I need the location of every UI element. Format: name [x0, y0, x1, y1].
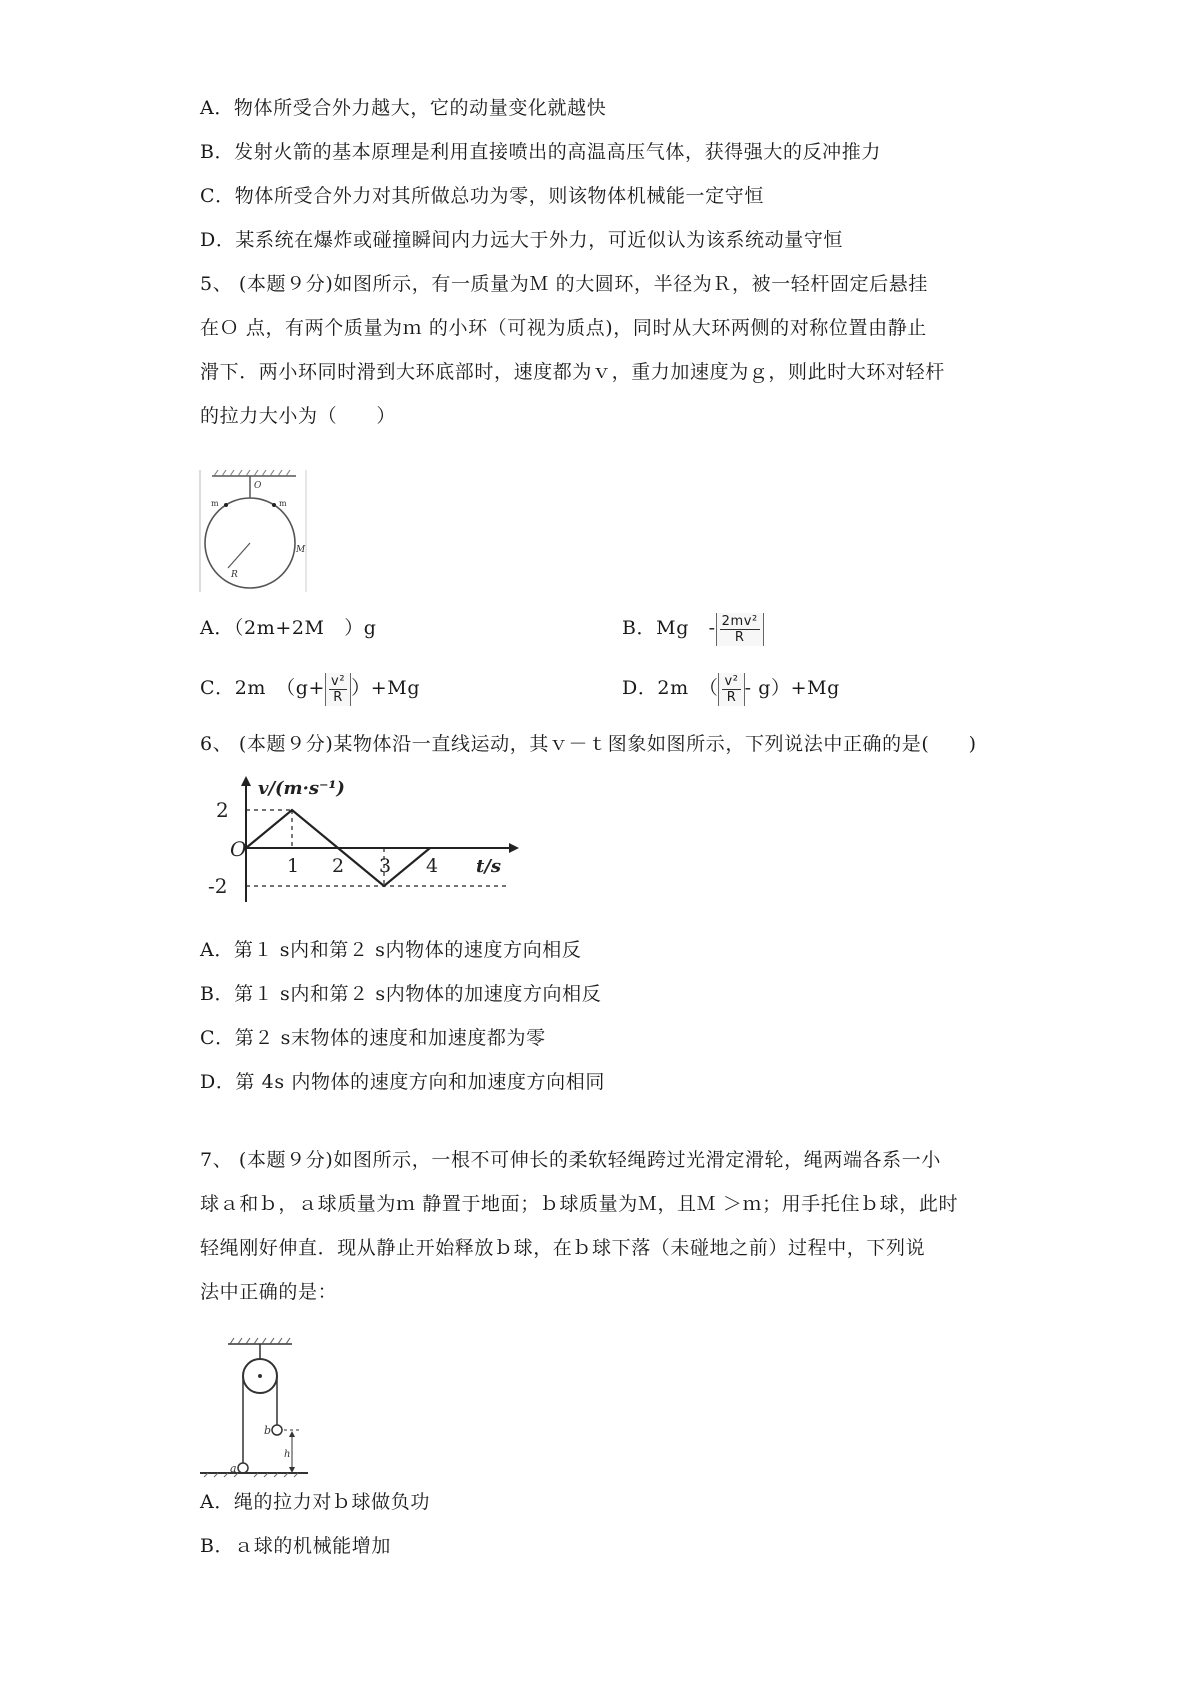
label-r: R [231, 570, 238, 580]
y-tick-2: 2 [216, 798, 229, 822]
origin-label: O [230, 837, 247, 861]
q5-option-b-numerator: 2mv² [721, 613, 758, 629]
q5-stem-line-2: 在Ｏ 点，有两个质量为ｍ 的小环（可视为质点)，同时从大环两侧的对称位置由静止 [200, 317, 927, 339]
label-o: O [254, 481, 262, 491]
ball-b [272, 1425, 282, 1435]
y-axis-label: v/(m·s⁻¹) [258, 778, 345, 799]
q7-stem-line-1: 7、 (本题９分)如图所示，一根不可伸长的柔软轻绳跨过光滑定滑轮，绳两端各系一小 [200, 1149, 941, 1171]
x-tick-4: 4 [426, 855, 439, 877]
x-tick-3: 3 [379, 855, 392, 877]
q5-option-d-numerator: v² [724, 673, 739, 689]
label-h: h [284, 1449, 291, 1460]
x-tick-1: 1 [287, 855, 300, 877]
ball-a [238, 1463, 248, 1473]
q5-option-c-numerator: v² [331, 673, 346, 689]
q4-option-c: C．物体所受合外力对其所做总功为零，则该物体机械能一定守恒 [200, 185, 764, 207]
q5-ring-figure [198, 468, 308, 594]
small-ring-left [224, 503, 228, 507]
q7-pulley-figure [200, 1336, 310, 1478]
q5-option-c-prefix: C．2m （g+ [200, 677, 326, 699]
radius-line [228, 543, 250, 568]
q7-option-b: B．ａ球的机械能增加 [200, 1535, 391, 1557]
q6-option-c: C．第２ s末物体的速度和加速度都为零 [200, 1027, 546, 1049]
q5-option-d-fraction [718, 673, 744, 706]
q6-option-b: B．第１ s内和第２ s内物体的加速度方向相反 [200, 983, 602, 1005]
q7-stem-line-2: 球ａ和ｂ，ａ球质量为ｍ 静置于地面；ｂ球质量为Ｍ，且Ｍ ＞ｍ；用手托住ｂ球，此时 [200, 1193, 959, 1215]
small-ring-right [272, 503, 276, 507]
q6-vt-graph [208, 774, 520, 914]
q5-option-c-denominator: R [333, 689, 343, 705]
q7-stem-line-3: 轻绳刚好伸直．现从静止开始释放ｂ球，在ｂ球下落（未碰地之前）过程中，下列说 [200, 1237, 926, 1259]
q7-option-a: A．绳的拉力对ｂ球做负功 [200, 1491, 430, 1513]
q6-option-a: A．第１ s内和第２ s内物体的速度方向相反 [200, 939, 582, 961]
label-b: b [264, 1424, 272, 1437]
x-axis-label: t/s [476, 856, 502, 877]
q5-option-c-suffix: ）+Mg [351, 677, 421, 699]
q4-option-b: B．发射火箭的基本原理是利用直接喷出的高温高压气体，获得强大的反冲推力 [200, 141, 881, 163]
q5-option-c [200, 666, 420, 710]
q5-option-d [622, 666, 840, 710]
y-axis-arrow [241, 776, 251, 786]
q5-option-c-fraction [325, 673, 351, 706]
q5-option-d-denominator: R [726, 689, 737, 705]
q4-option-d: D．某系统在爆炸或碰撞瞬间内力远大于外力，可近似认为该系统动量守恒 [200, 229, 844, 251]
label-m-right: m [279, 499, 287, 508]
q5-option-b-prefix: B．Mg - [622, 617, 716, 639]
q4-option-a: A．物体所受合外力越大，它的动量变化就越快 [200, 97, 607, 119]
pulley-axle [258, 1374, 262, 1378]
q5-option-b [622, 606, 764, 650]
x-tick-2: 2 [332, 855, 345, 877]
q5-stem-line-1: 5、 (本题９分)如图所示，有一质量为Ｍ 的大圆环，半径为Ｒ，被一轻杆固定后悬挂 [200, 273, 928, 295]
x-axis-arrow [509, 843, 519, 853]
q5-option-d-prefix: D．2m （ [622, 677, 719, 699]
label-m-left: m [211, 499, 219, 508]
q5-option-d-suffix: - g）+Mg [744, 677, 840, 699]
q5-stem-line-4: 的拉力大小为（ ） [200, 405, 397, 427]
q6-stem: 6、 (本题９分)某物体沿一直线运动，其ｖ－ｔ图象如图所示，下列说法中正确的是( ) [200, 733, 977, 755]
label-a: a [230, 1462, 237, 1475]
q5-stem-line-3: 滑下．两小环同时滑到大环底部时，速度都为ｖ，重力加速度为ｇ，则此时大环对轻杆 [200, 361, 945, 383]
q5-option-b-denominator: R [734, 629, 745, 645]
q5-option-b-fraction [716, 613, 764, 646]
y-tick-neg2: -2 [208, 874, 228, 898]
label-big-m: M [296, 545, 306, 555]
q6-option-d: D．第 4s 内物体的速度方向和加速度方向相同 [200, 1071, 605, 1093]
q5-option-a: A．（2m+2M ）g [200, 617, 377, 639]
q7-stem-line-4: 法中正确的是： [200, 1281, 338, 1303]
